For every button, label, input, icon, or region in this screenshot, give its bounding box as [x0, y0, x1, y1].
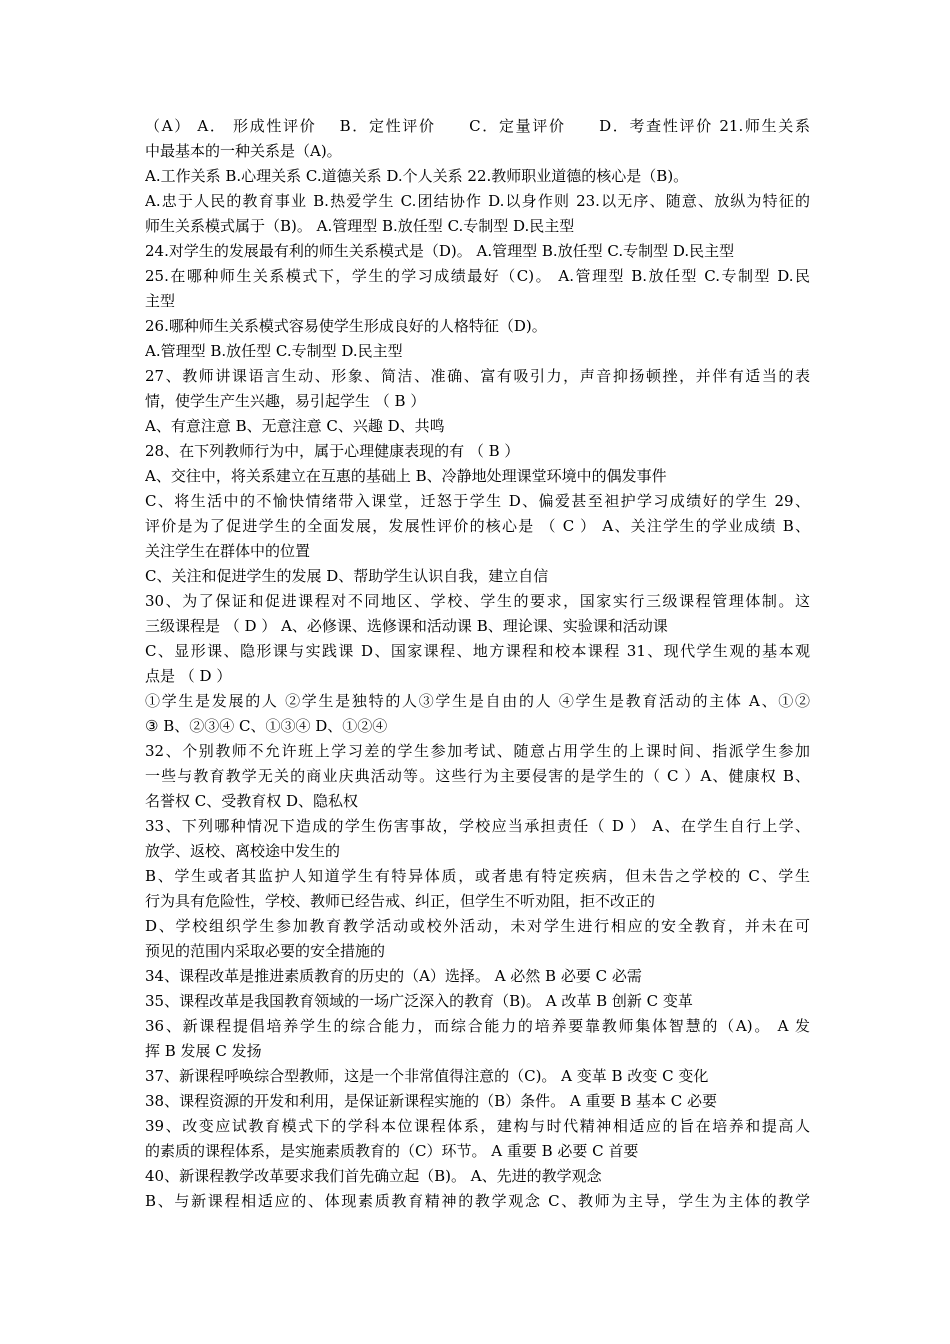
text-line: 中最基本的一种关系是（A)。: [145, 142, 342, 160]
text-line: 名誉权 C、受教育权 D、隐私权: [145, 792, 359, 810]
text-line: 28、在下列教师行为中，属于心理健康表现的有 （ B ）: [145, 442, 520, 460]
text-line: 36、新课程提倡培养学生的综合能力，而综合能力的培养要靠教师集体智慧的（A)。 A 发: [145, 1017, 810, 1035]
text-line: 39、改变应试教育模式下的学科本位课程体系，建构与时代精神相适应的旨在培养和提高人: [145, 1117, 810, 1135]
text-line: C、显形课、隐形课与实践课 D、国家课程、地方课程和校本课程 31、现代学生观的基本观: [145, 642, 810, 660]
text-line: 三级课程是 （ D ） A、必修课、选修课和活动课 B、理论课、实验课和活动课: [145, 617, 668, 635]
text-line: 37、新课程呼唤综合型教师，这是一个非常值得注意的（C)。 A 变革 B 改变 C 变化: [145, 1067, 709, 1085]
text-line: A.管理型 B.放任型 C.专制型 D.民主型: [145, 342, 403, 360]
text-line: 38、课程资源的开发和利用，是保证新课程实施的（B）条件。 A 重要 B 基本 C 必要: [145, 1092, 718, 1110]
text-line: 25.在哪种师生关系模式下，学生的学习成绩最好（C)。 A.管理型 B.放任型 C.专制型 D.民: [145, 267, 810, 285]
text-line: 32、个别教师不允许班上学习差的学生参加考试、随意占用学生的上课时间、指派学生参加: [145, 742, 810, 760]
text-line: 关注学生在群体中的位置: [145, 542, 311, 560]
text-line: A.忠于人民的教育事业 B.热爱学生 C.团结协作 D.以身作则 23.以无序、随意、放纵为特征的: [145, 192, 810, 210]
text-line: 评价是为了促进学生的全面发展，发展性评价的核心是 （ C ） A、关注学生的学业成绩 B、: [145, 517, 810, 535]
text-line: 34、课程改革是推进素质教育的历史的（A）选择。 A 必然 B 必要 C 必需: [145, 967, 642, 985]
text-line: 预见的范围内采取必要的安全措施的: [145, 942, 386, 960]
text-line: 挥 B 发展 C 发扬: [145, 1042, 262, 1060]
text-line: 26.哪种师生关系模式容易使学生形成良好的人格特征（D)。: [145, 317, 547, 335]
text-line: 师生关系模式属于（B)。 A.管理型 B.放任型 C.专制型 D.民主型: [145, 217, 575, 235]
text-line: 放学、返校、离校途中发生的: [145, 842, 341, 860]
text-line: 35、课程改革是我国教育领域的一场广泛深入的教育（B)。 A 改革 B 创新 C 变革: [145, 992, 693, 1010]
text-line: 的素质的课程体系，是实施素质教育的（C）环节。 A 重要 B 必要 C 首要: [145, 1142, 639, 1160]
text-line: 24.对学生的发展最有利的师生关系模式是（D)。 A.管理型 B.放任型 C.专制型 D.民主型: [145, 242, 735, 260]
text-line: C、关注和促进学生的发展 D、帮助学生认识自我，建立自信: [145, 567, 549, 585]
text-line: 27、教师讲课语言生动、形象、简洁、准确、富有吸引力，声音抑扬顿挫，并伴有适当的表: [145, 367, 810, 385]
text-line: C、将生活中的不愉快情绪带入课堂，迁怒于学生 D、偏爱甚至袒护学习成绩好的学生 29、: [145, 492, 810, 510]
text-line: 40、新课程教学改革要求我们首先确立起（B)。 A、先进的教学观念: [145, 1167, 602, 1185]
text-line: 30、为了保证和促进课程对不同地区、学校、学生的要求，国家实行三级课程管理体制。这: [145, 592, 810, 610]
text-line: ①学生是发展的人 ②学生是独特的人③学生是自由的人 ④学生是教育活动的主体 A、①②: [145, 692, 810, 710]
text-line: B、与新课程相适应的、体现素质教育精神的教学观念 C、教师为主导，学生为主体的教学: [145, 1192, 810, 1210]
text-line: 一些与教育教学无关的商业庆典活动等。这些行为主要侵害的是学生的（ C ）A、健康权 B、: [145, 767, 810, 785]
text-line: 情，使学生产生兴趣，易引起学生 （ B ）: [145, 392, 426, 410]
text-line: A、交往中，将关系建立在互惠的基础上 B、冷静地处理课堂环境中的偶发事件: [145, 467, 667, 485]
text-line: 点是 （ D ）: [145, 667, 232, 685]
text-line: ③ B、②③④ C、①③④ D、①②④: [145, 717, 388, 735]
document-body: [145, 114, 810, 1214]
text-line: 主型: [145, 292, 176, 310]
text-line: （A） A． 形成性评价 B．定性评价 C．定量评价 D．考查性评价 21.师生关系: [145, 117, 810, 135]
text-line: 33、下列哪种情况下造成的学生伤害事故，学校应当承担责任（ D ） A、在学生自行上学、: [145, 817, 810, 835]
text-line: A.工作关系 B.心理关系 C.道德关系 D.个人关系 22.教师职业道德的核心是（B)。: [145, 167, 689, 185]
text-line: B、学生或者其监护人知道学生有特异体质，或者患有特定疾病，但未告之学校的 C、学生: [145, 867, 810, 885]
text-line: D、学校组织学生参加教育教学活动或校外活动，未对学生进行相应的安全教育，并未在可: [145, 917, 810, 935]
text-line: A、有意注意 B、无意注意 C、兴趣 D、共鸣: [145, 417, 445, 435]
text-line: 行为具有危险性，学校、教师已经告戒、纠正，但学生不听劝阻，拒不改正的: [145, 892, 656, 910]
